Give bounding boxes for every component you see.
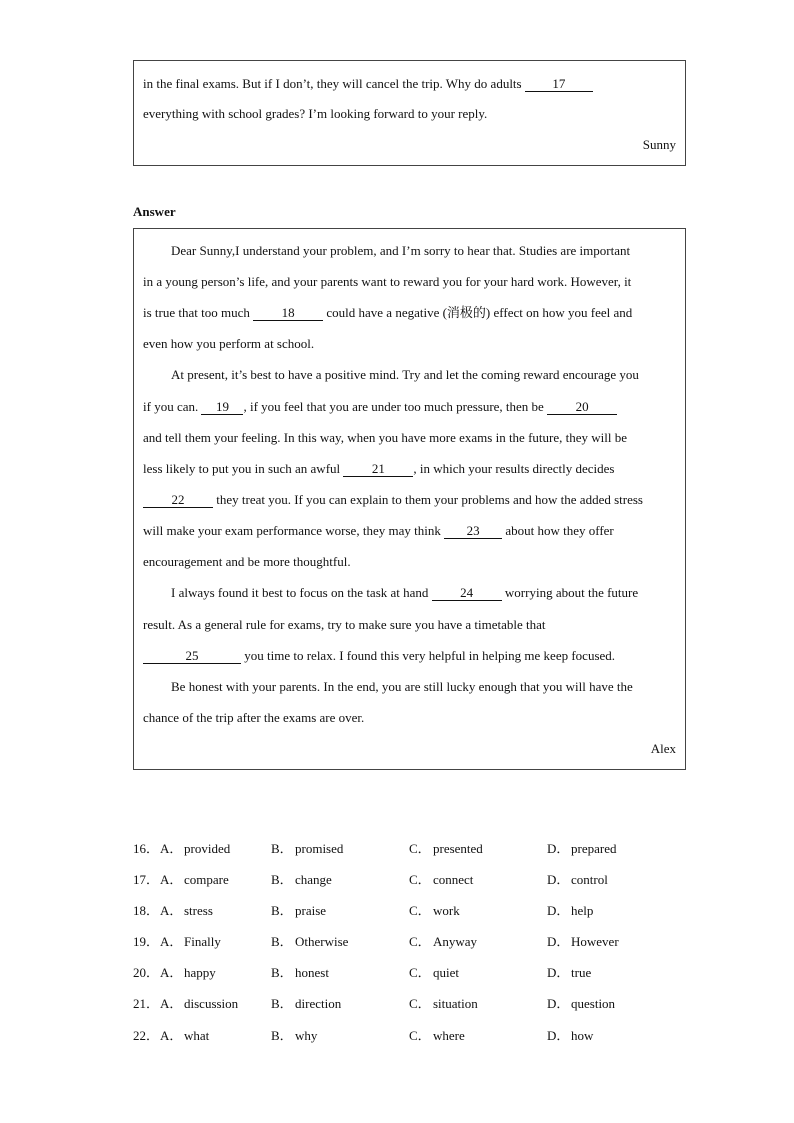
answer-line [143,274,676,290]
option-letter: A． [160,841,183,856]
option-d[interactable] [547,1027,594,1045]
line-text: , if you feel that you are under too much pressure, then be [243,399,548,414]
option-b[interactable] [271,964,329,982]
option-letter: B． [271,934,293,949]
blank-24: 24 [432,586,502,601]
blank-18: 18 [253,306,323,321]
option-b[interactable] [271,840,344,858]
question-number: 18． [133,903,160,918]
option-letter: D． [547,965,570,980]
option-text: control [571,872,608,887]
option-letter: B． [271,903,293,918]
line-text: encouragement and be more thoughtful. [143,554,351,569]
option-letter: C． [409,903,431,918]
option-letter: B． [271,965,293,980]
question-number: 16． [133,841,160,856]
option-letter: D． [547,996,570,1011]
option-text: quiet [433,965,459,980]
answer-heading: Answer [133,204,176,219]
option-a[interactable] [160,964,216,982]
option-letter: A． [160,903,183,918]
option-text: stress [184,903,213,918]
answer-line [143,399,676,415]
answer-line [143,554,676,570]
answer-box [133,228,686,770]
line-text: is true that too much [143,305,254,320]
question-number: 19． [133,934,160,949]
line-text: result. As a general rule for exams, try to make sure you have a timetable that [143,617,546,632]
option-letter: D． [547,903,570,918]
question-number: 20． [133,965,160,980]
question-number: 22． [133,1028,160,1043]
option-d[interactable] [547,902,594,920]
option-text: promised [295,841,344,856]
option-letter: C． [409,1028,431,1043]
blank-23: 23 [444,524,502,539]
option-text: help [571,903,594,918]
option-letter: D． [547,1028,570,1043]
option-d[interactable] [547,964,592,982]
option-c[interactable] [409,964,459,982]
option-d[interactable] [547,933,619,951]
answer-line [143,617,676,633]
blank-20: 20 [547,400,617,415]
blank-25: 25 [143,649,241,664]
option-text: honest [295,965,329,980]
option-letter: B． [271,841,293,856]
option-d[interactable] [547,995,616,1013]
option-text: where [433,1028,465,1043]
answer-line [143,523,676,539]
answer-line [171,243,676,259]
option-text: why [295,1028,318,1043]
blank-22: 22 [143,493,213,508]
line-text: they treat you. If you can explain to them your problems and how the added stress [213,492,643,507]
letter-signature: Sunny [642,137,676,152]
option-letter: C． [409,965,431,980]
line-text: about how they offer [502,523,614,538]
answer-line [171,367,676,383]
option-letter: A． [160,996,183,1011]
line-text: and tell them your feeling. In this way, when you have more exams in the future, they will be [143,430,627,445]
option-b[interactable] [271,902,327,920]
answer-line [171,679,676,695]
answer-line [143,336,676,352]
option-d[interactable] [547,840,617,858]
option-letter: B． [271,872,293,887]
answer-line [171,585,676,601]
option-c[interactable] [409,902,460,920]
option-b[interactable] [271,1027,318,1045]
answer-line [143,430,676,446]
answer-line [143,710,676,726]
option-a[interactable] [160,840,231,858]
line-text: chance of the trip after the exams are over. [143,710,365,725]
option-text: Finally [184,934,221,949]
line-text: At present, it’s best to have a positive mind. Try and let the coming reward encourage you [171,367,639,382]
answer-line [143,461,676,477]
option-text: discussion [184,996,239,1011]
line-text: everything with school grades? I’m looking forward to your reply. [143,106,488,121]
letter-line-2 [143,106,676,122]
option-text: how [571,1028,594,1043]
option-text: Otherwise [295,934,349,949]
option-letter: D． [547,872,570,887]
line-text: Dear Sunny,I understand your problem, and I’m sorry to hear that. Studies are important [171,243,631,258]
option-text: direction [295,996,342,1011]
option-letter: D． [547,841,570,856]
option-a[interactable] [160,995,239,1013]
blank-21: 21 [343,462,413,477]
option-letter: A． [160,965,183,980]
option-text: provided [184,841,231,856]
answer-line [143,305,676,321]
answer-line [143,492,676,508]
option-text: change [295,872,332,887]
line-text: Be honest with your parents. In the end, you are still lucky enough that you will have the [171,679,633,694]
option-text: true [571,965,592,980]
option-text: prepared [571,841,617,856]
option-a[interactable] [160,933,221,951]
option-c[interactable] [409,995,478,1013]
answer-line [143,648,676,664]
option-text: question [571,996,616,1011]
option-b[interactable] [271,871,332,889]
line-text: in a young person’s life, and your parents want to reward you for your hard work. However, it [143,274,632,289]
option-c[interactable] [409,871,474,889]
answer-signature: Alex [650,741,676,756]
option-text: compare [184,872,229,887]
option-letter: C． [409,934,431,949]
question-number: 21． [133,996,160,1011]
line-text: will make your exam performance worse, they may think [143,523,445,538]
line-text: I always found it best to focus on the task at hand [171,585,432,600]
option-letter: A． [160,1028,183,1043]
line-text: could have a negative (消极的) effect on how you feel and [323,305,633,320]
line-text: if you can. [143,399,202,414]
line-text: worrying about the future [501,585,639,600]
option-a[interactable] [160,902,213,920]
option-text: presented [433,841,483,856]
option-text: Anyway [433,934,478,949]
option-text: praise [295,903,327,918]
option-letter: A． [160,934,183,949]
option-letter: B． [271,1028,293,1043]
blank-19: 19 [201,400,243,415]
option-text: situation [433,996,478,1011]
option-b[interactable] [271,933,349,951]
line-text: , in which your results directly decides [413,461,615,476]
option-c[interactable] [409,1027,465,1045]
option-text: connect [433,872,474,887]
option-letter: B． [271,996,293,1011]
line-text: even how you perform at school. [143,336,315,351]
option-a[interactable] [160,1027,210,1045]
line-text: less likely to put you in such an awful [143,461,344,476]
letter-line-1 [143,76,676,92]
blank-17: 17 [525,77,593,92]
option-c[interactable] [409,840,483,858]
line-text: in the final exams. But if I don’t, they will cancel the trip. Why do adults [143,76,525,91]
option-text: happy [184,965,216,980]
option-letter: C． [409,872,431,887]
question-number: 17． [133,872,160,887]
line-text: you time to relax. I found this very helpful in helping me keep focused. [241,648,616,663]
option-text: work [433,903,460,918]
option-letter: C． [409,841,431,856]
option-a[interactable] [160,871,229,889]
option-d[interactable] [547,871,608,889]
option-letter: A． [160,872,183,887]
letter-box [133,60,686,166]
option-c[interactable] [409,933,478,951]
option-letter: D． [547,934,570,949]
option-text: what [184,1028,210,1043]
option-letter: C． [409,996,431,1011]
option-b[interactable] [271,995,342,1013]
option-text: However [571,934,619,949]
